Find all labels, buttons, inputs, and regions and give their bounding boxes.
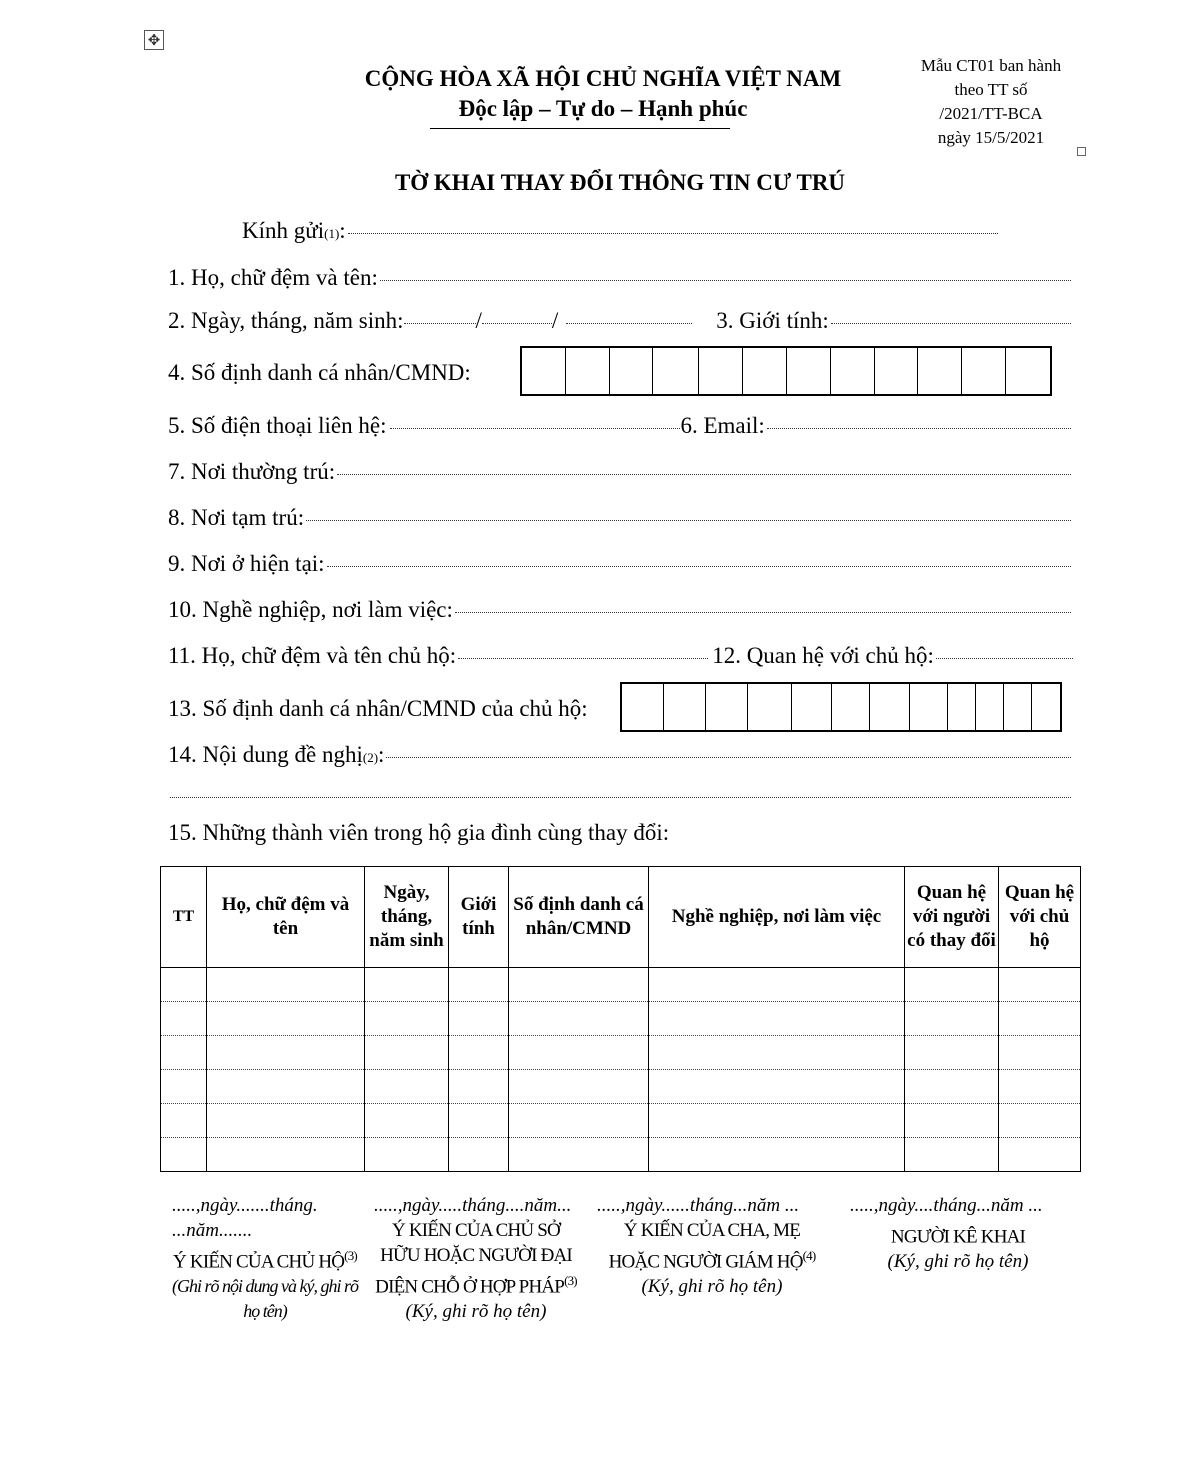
signature-date[interactable]: .....,ngày.....tháng....năm... [374,1195,572,1216]
table-header-row [161,867,1081,968]
temporary-residence-field[interactable] [306,520,1071,521]
phone-label: 5. Số điện thoại liên hệ: [168,413,387,438]
signature-instruction: (Ký, ghi rõ họ tên) [887,1251,1029,1273]
col-header-gender: Giới tính [449,867,509,968]
permanent-residence-field[interactable] [337,474,1071,475]
household-head-field[interactable] [458,658,708,659]
col-header-relation-changed: Quan hệ với người có thay đổi [905,867,999,968]
form-title: TỜ KHAI THAY ĐỔI THÔNG TIN CƯ TRÚ [394,170,846,195]
members-table [160,866,1081,1172]
birth-gender-line: 2. Ngày, tháng, năm sinh: / / 3. Giới tính: [168,308,1071,334]
occupation-line [168,597,1071,623]
request-line: 14. Nội dung đề nghị (2) : [168,742,1071,768]
occupation-field[interactable] [455,612,1071,613]
request-field-line-2[interactable] [170,797,1071,798]
permanent-residence-label: 7. Nơi thường trú: [168,459,336,484]
members-label: 15. Những thành viên trong hộ gia đình cùng thay đổi: [168,820,670,845]
form-note: Mẫu CT01 ban hành theo TT số /2021/TT-BCA ngày 15/5/2021 [920,56,1062,147]
phone-email-line [168,413,1071,439]
relation-label: 12. Quan hệ với chủ hộ: [712,643,934,668]
full-name-field[interactable] [380,280,1071,281]
motto: Độc lập – Tự do – Hạnh phúc [458,96,748,121]
signature-date[interactable]: .....,ngày.......tháng. ...năm....... [172,1195,318,1241]
gender-label: 3. Giới tính: [716,308,829,333]
signature-role: NGƯỜI KÊ KHAI [890,1226,1026,1248]
current-residence-field[interactable] [327,566,1071,567]
household-head-label: 11. Họ, chữ đệm và tên chủ hộ: [168,643,457,668]
signature-guardian [597,1193,827,1299]
signature-instruction: (Ký, ghi rõ họ tên) [641,1276,783,1298]
table-row[interactable] [161,1002,1081,1036]
motto-underline [430,128,730,129]
col-header-birth: Ngày, tháng, năm sinh [365,867,449,968]
table-row[interactable] [161,1104,1081,1138]
signature-instruction: (Ký, ghi rõ họ tên) [405,1301,547,1323]
col-header-tt: TT [161,867,207,968]
table-row[interactable] [161,1138,1081,1172]
table-row[interactable] [161,1070,1081,1104]
signature-role: Ý KIẾN CỦA CHA, MẸ HOẶC NGƯỜI GIÁM HỘ$^{(4)}$ [608,1220,816,1273]
birth-day-field[interactable] [404,323,476,324]
birth-year-field[interactable] [566,323,692,324]
current-residence-line [168,551,1071,577]
id-number-label: 4. Số định danh cá nhân/CMND: [168,360,471,385]
country-name: CỘNG HÒA XÃ HỘI CHỦ NGHĨA VIỆT NAM [364,66,842,91]
permanent-residence-line [168,459,1071,485]
email-label: 6. Email: [680,413,765,438]
gender-field[interactable] [831,323,1071,324]
household-head-line [168,643,1073,669]
phone-field[interactable] [390,428,680,429]
id-number-boxes[interactable] [520,346,1052,396]
signature-household-head [172,1193,358,1324]
signature-declarant [850,1193,1066,1274]
footnote-1: (1) [324,226,340,241]
signature-instruction: (Ghi rõ nội dung và ký, ghi rõ họ tên) [172,1276,358,1322]
current-residence-label: 9. Nơi ở hiện tại: [168,551,325,576]
signature-owner [374,1193,578,1324]
recipient-line: Kính gửi (1) : [242,218,998,244]
col-header-name: Họ, chữ đệm và tên [207,867,365,968]
signature-role: Ý KIẾN CỦA CHỦ HỘ$^{(3)}$ [173,1248,357,1273]
recipient-label: Kính gửi [242,218,325,243]
full-name-label: 1. Họ, chữ đệm và tên: [168,265,378,290]
col-header-id: Số định danh cá nhân/CMND [509,867,649,968]
col-header-relation-head: Quan hệ với chủ hộ [999,867,1081,968]
household-head-id-boxes[interactable] [620,682,1062,732]
birth-date-label: 2. Ngày, tháng, năm sinh: [168,308,404,333]
temporary-residence-line [168,505,1071,531]
signature-role: Ý KIẾN CỦA CHỦ SỞ HỮU HOẶC NGƯỜI ĐẠI DIỆN CHỖ Ở HỢP PHÁP$^{(3)}$ [375,1220,577,1298]
request-label: 14. Nội dung đề nghị [168,742,363,767]
move-handle-icon[interactable]: ✥ [144,30,164,50]
request-field[interactable] [386,757,1071,758]
table-row[interactable] [161,1036,1081,1070]
relation-field[interactable] [936,658,1073,659]
footnote-2: (2) [362,750,379,765]
signature-date[interactable]: .....,ngày......tháng...năm ... [597,1195,800,1216]
full-name-line [168,265,1071,291]
recipient-field[interactable] [348,233,998,234]
birth-month-field[interactable] [482,323,552,324]
temporary-residence-label: 8. Nơi tạm trú: [168,505,305,530]
email-field[interactable] [767,428,1071,429]
occupation-label: 10. Nghề nghiệp, nơi làm việc: [168,597,453,622]
household-head-id-label: 13. Số định danh cá nhân/CMND của chủ hộ: [168,696,588,721]
table-row[interactable] [161,968,1081,1002]
signature-date[interactable]: .....,ngày....tháng...năm ... [850,1195,1043,1216]
col-header-occupation: Nghề nghiệp, nơi làm việc [649,867,905,968]
